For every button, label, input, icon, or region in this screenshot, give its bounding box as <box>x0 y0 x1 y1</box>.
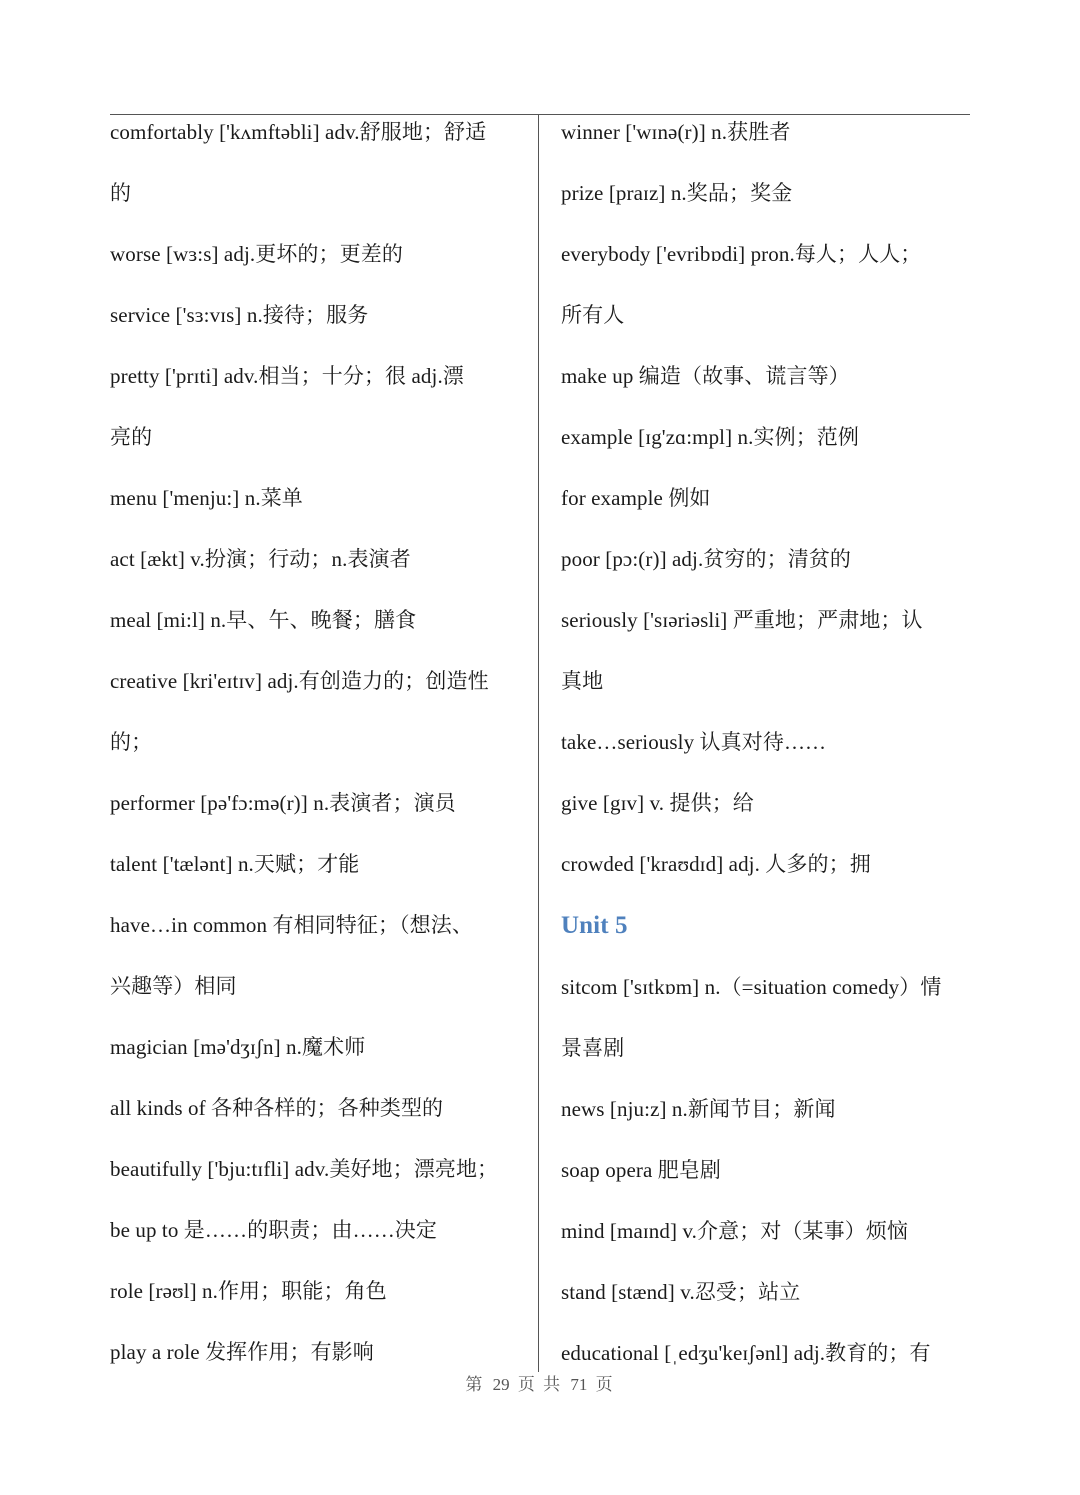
vocab-line: act [ækt] v.扮演；行动；n.表演者 <box>110 547 411 571</box>
footer-middle: 页 共 <box>517 1375 563 1394</box>
vocab-line: all kinds of 各种各样的；各种类型的 <box>110 1096 444 1120</box>
vocab-line: winner ['wɪnə(r)] n.获胜者 <box>561 120 791 144</box>
vocab-line: 所有人 <box>561 303 625 327</box>
vocab-line: news [nju:z] n.新闻节目；新闻 <box>561 1097 836 1121</box>
vocab-line: beautifully ['bju:tɪfli] adv.美好地；漂亮地； <box>110 1157 499 1181</box>
vocab-line: take…seriously 认真对待…… <box>561 730 827 754</box>
vocab-line: 的 <box>110 181 132 205</box>
vocab-line: 景喜剧 <box>561 1036 625 1060</box>
vocab-line: magician [mə'dʒɪʃn] n.魔术师 <box>110 1035 366 1059</box>
vocab-line: role [rəʊl] n.作用；职能；角色 <box>110 1279 387 1303</box>
vocab-line: performer [pə'fɔ:mə(r)] n.表演者；演员 <box>110 791 456 815</box>
page-footer <box>0 1370 1080 1395</box>
vocab-line: 亮的 <box>110 425 153 449</box>
vocab-line: example [ɪg'zɑ:mpl] n.实例；范例 <box>561 425 859 449</box>
footer-suffix: 页 <box>595 1375 615 1394</box>
vocab-line: 兴趣等）相同 <box>110 974 237 998</box>
vocab-line: creative [kri'eɪtɪv] adj.有创造力的；创造性 <box>110 669 489 693</box>
vocab-line: play a role 发挥作用；有影响 <box>110 1340 374 1364</box>
vocab-line: 的； <box>110 730 153 754</box>
vocab-line: give [gɪv] v. 提供；给 <box>561 791 754 815</box>
vocab-line: poor [pɔ:(r)] adj.贫穷的；清贫的 <box>561 547 852 571</box>
vocab-line: make up 编造（故事、谎言等） <box>561 364 850 388</box>
vocab-line: be up to 是……的职责；由……决定 <box>110 1218 438 1242</box>
vocab-line: stand [stænd] v.忍受；站立 <box>561 1280 801 1304</box>
left-vocabulary-column <box>110 102 525 1383</box>
unit-heading: Unit 5 <box>561 912 628 939</box>
vocab-line: menu ['menju:] n.菜单 <box>110 486 303 510</box>
vocab-line: service ['sɜ:vɪs] n.接待；服务 <box>110 303 369 327</box>
vocab-line: meal [mi:l] n.早、午、晚餐；膳食 <box>110 608 417 632</box>
vocab-line: prize [praɪz] n.奖品；奖金 <box>561 181 793 205</box>
vocab-line: pretty ['prɪti] adv.相当；十分；很 adj.漂 <box>110 364 464 388</box>
total-page-count: 71 <box>570 1375 588 1394</box>
vocab-line: comfortably ['kʌmftəbli] adv.舒服地；舒适 <box>110 120 487 144</box>
footer-prefix: 第 <box>465 1375 485 1394</box>
right-vocabulary-column <box>561 102 973 1384</box>
vocab-line: talent ['tælənt] n.天赋；才能 <box>110 852 360 876</box>
vocab-line: have…in common 有相同特征；（想法、 <box>110 913 473 937</box>
vocab-line: crowded ['kraʊdɪd] adj. 人多的；拥 <box>561 852 871 876</box>
vocab-line: for example 例如 <box>561 486 711 510</box>
vocab-line: everybody ['evribɒdi] pron.每人；人人； <box>561 242 922 266</box>
vocab-line: educational [ˌedʒu'keɪʃənl] adj.教育的；有 <box>561 1341 931 1365</box>
current-page-number: 29 <box>492 1375 510 1394</box>
vocab-line: sitcom ['sɪtkɒm] n.（=situation comedy）情 <box>561 975 942 999</box>
vocab-line: seriously ['sɪəriəsli] 严重地；严肃地；认 <box>561 608 923 632</box>
column-divider <box>538 114 539 1372</box>
vocab-line: 真地 <box>561 669 604 693</box>
vocab-line: soap opera 肥皂剧 <box>561 1158 722 1182</box>
vocab-line: worse [wɜ:s] adj.更坏的；更差的 <box>110 242 403 266</box>
vocab-line: mind [maɪnd] v.介意；对（某事）烦恼 <box>561 1219 909 1243</box>
